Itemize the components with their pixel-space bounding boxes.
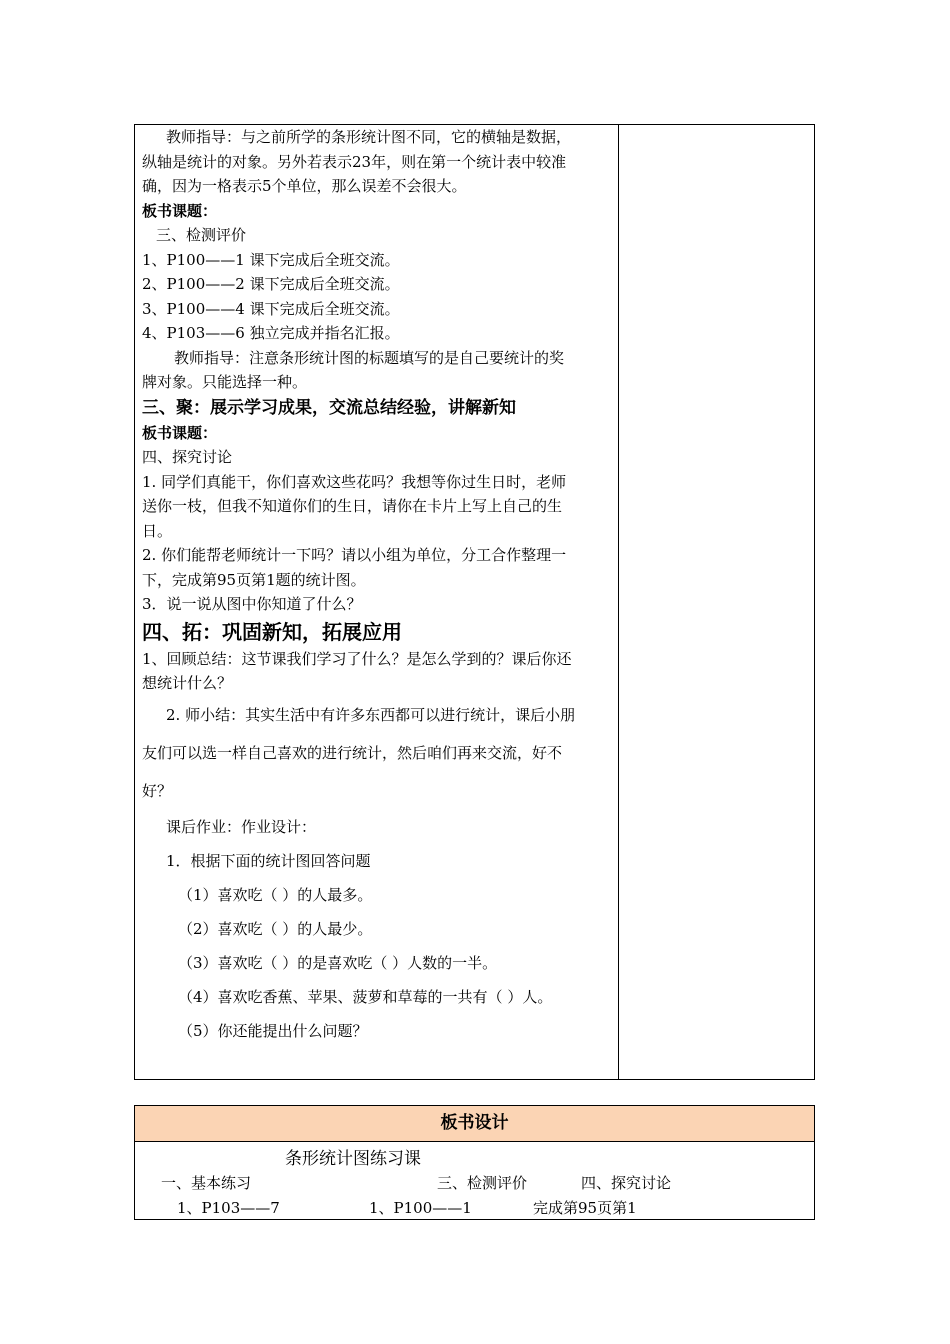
question: （4）喜欢吃香蕉、苹果、菠萝和草莓的一共有（ ）人。 [178,987,553,1006]
homework-task: 1．根据下面的统计图回答问题 [166,851,371,870]
section-heading: 三、检测评价 [156,226,247,244]
text-line: 3．说一说从图中你知道了什么？ [142,595,362,613]
text-line: 好？ [142,781,173,800]
question: （1）喜欢吃（ ）的人最多。 [178,885,373,904]
lesson-table [134,124,815,1080]
board-item-3: 完成第95页第1 [533,1199,637,1217]
board-heading-1: 一、基本练习 [161,1174,252,1192]
board-item-1: 1、P103——7 [177,1199,280,1217]
text-line: 纵轴是统计的对象。另外若表示23年，则在第一个统计表中较准 [142,152,567,171]
text-line: 1、回顾总结：这节课我们学习了什么？是怎么学到的？课后你还 [142,649,572,668]
board-design-table [134,1105,815,1220]
text-line: 2. 师小结：其实生活中有许多东西都可以进行统计，课后小朋 [166,705,576,724]
section-heading: 四、探究讨论 [142,448,233,466]
board-header: 板书设计 [135,1106,814,1142]
homework-label: 课后作业：作业设计： [166,817,317,836]
lesson-content [142,125,612,1048]
question: （3）喜欢吃（ ）的是喜欢吃（ ）人数的一半。 [178,953,498,972]
text-line: 送你一枝，但我不知道你们的生日，请你在卡片上写上自己的生 [142,497,563,515]
section-title: 四、拓：巩固新知，拓展应用 [142,619,402,644]
text-line: 想统计什么？ [142,674,233,692]
board-title: 条形统计图练习课 [285,1149,421,1169]
text-line: 牌对象。只能选择一种。 [142,373,308,391]
question: （5）你还能提出什么问题？ [178,1021,368,1040]
text-line: 日。 [142,521,173,540]
board-heading-3: 四、探究讨论 [581,1174,672,1192]
text-line: 2. 你们能帮老师统计一下吗？请以小组为单位，分工合作整理一 [142,546,567,564]
list-item: 3、P100——4 课下完成后全班交流。 [142,299,400,318]
text-line: 1. 同学们真能干，你们喜欢这些花吗？我想等你过生日时，老师 [142,472,567,491]
board-item-2: 1、P100——1 [369,1199,472,1217]
text-line: 下，完成第95页第1题的统计图。 [142,570,366,589]
list-item: 1、P100——1 课下完成后全班交流。 [142,250,400,269]
question: （2）喜欢吃（ ）的人最少。 [178,919,373,938]
section-label: 板书课题： [142,201,218,220]
column-divider [618,125,619,1079]
board-heading-2: 三、检测评价 [437,1174,528,1192]
section-title: 三、聚：展示学习成果，交流总结经验，讲解新知 [142,397,516,418]
text-line: 确，因为一格表示5个单位，那么误差不会很大。 [142,177,467,195]
list-item: 4、P103——6 独立完成并指名汇报。 [142,324,400,342]
text-line: 教师指导：与之前所学的条形统计图不同，它的横轴是数据， [166,128,572,146]
section-label: 板书课题： [142,423,218,442]
text-line: 友们可以选一样自己喜欢的进行统计，然后咱们再来交流，好不 [142,743,563,762]
text-line: 教师指导：注意条形统计图的标题填写的是自己要统计的奖 [174,348,565,367]
list-item: 2、P100——2 课下完成后全班交流。 [142,275,400,293]
